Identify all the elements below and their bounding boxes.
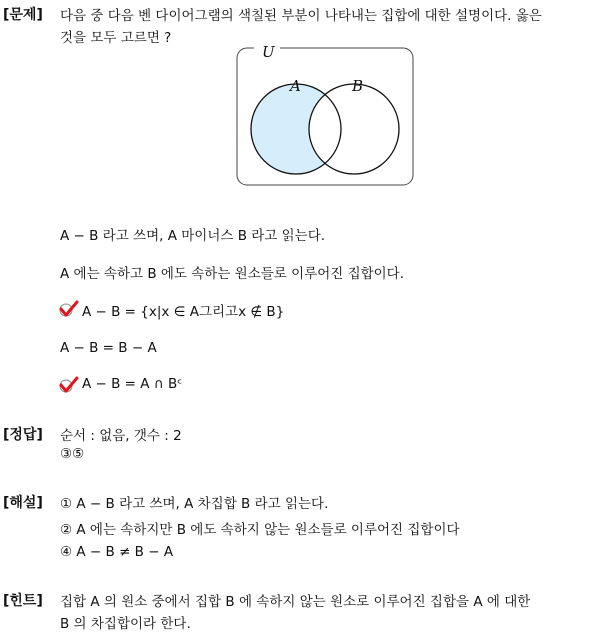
set-a-label: A <box>290 77 301 95</box>
question-label: [문제] <box>3 7 43 23</box>
option-1: A − B 라고 쓰며, A 마이너스 B 라고 읽는다. <box>60 228 326 244</box>
answer-label: [정답] <box>3 427 43 443</box>
hint-line2: B 의 차집합이라 한다. <box>60 616 191 632</box>
explanation-line: ① A − B 라고 쓰며, A 차집합 B 라고 읽는다. <box>60 496 329 512</box>
hint-label: [힌트] <box>3 593 43 609</box>
answer-order-count: 순서 : 없음, 갯수 : 2 <box>60 428 182 444</box>
set-b-label: B <box>352 77 364 95</box>
venn-diagram <box>236 42 416 187</box>
option-4: A − B = B − A <box>60 340 157 356</box>
explanation-label: [해설] <box>3 495 43 511</box>
explanation-line: ④ A − B ≠ B − A <box>60 544 174 560</box>
answer-choices: ③⑤ <box>60 446 85 462</box>
explanation-line: ② A 에는 속하지만 B 에도 속하지 않는 원소들로 이루어진 집합이다 <box>60 522 460 538</box>
option-2: A 에는 속하고 B 에도 속하는 원소들로 이루어진 집합이다. <box>60 266 405 282</box>
check-icon <box>59 376 79 394</box>
option-3: A − B = {x|x ∈ A그리고x ∉ B} <box>82 304 285 320</box>
question-text-line1: 다음 중 다음 벤 다이어그램의 색칠된 부분이 나타내는 집합에 대한 설명이다. 옳은 <box>60 8 542 24</box>
hint-line1: 집합 A 의 원소 중에서 집합 B 에 속하지 않는 원소로 이루어진 집합을 A 에 대한 <box>60 594 531 610</box>
universe-label: U <box>262 43 275 61</box>
question-text-line2: 것을 모두 고르면 ? <box>60 30 172 46</box>
option-5: A − B = A ∩ Bᶜ <box>82 376 183 392</box>
check-icon <box>59 300 79 318</box>
